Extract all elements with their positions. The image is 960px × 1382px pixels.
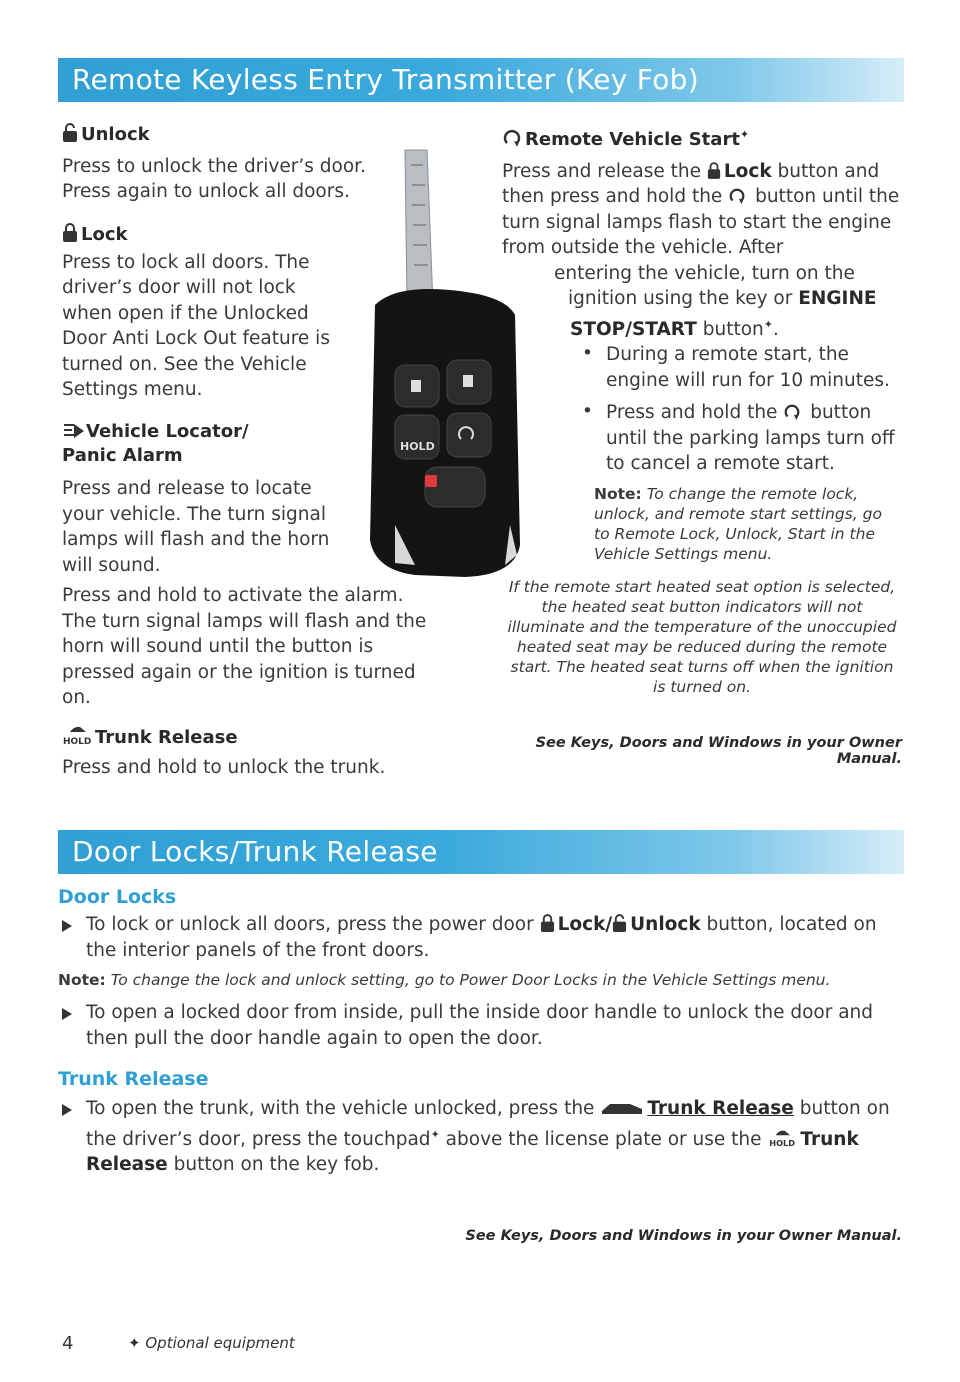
locator-heading-1: Vehicle Locator/ xyxy=(86,421,249,442)
see-manual-1: See Keys, Doors and Windows in your Owner Manual. xyxy=(535,735,902,767)
page-number: 4 xyxy=(62,1333,74,1354)
arrow-bullet-icon xyxy=(62,920,72,932)
trunk-release-heading: Trunk Release xyxy=(58,1068,209,1090)
remote-start-icon xyxy=(728,187,746,205)
item-text: above the license plate or use the xyxy=(445,1128,762,1150)
door-locks-item-2: To open a locked door from inside, pull the inside door handle to unlock the door and then pull the door handle again to open the door. xyxy=(86,1002,873,1049)
lock-icon xyxy=(707,162,721,180)
item-text: To lock or unlock all doors, press the power door xyxy=(86,914,534,935)
trunk-block xyxy=(62,724,442,780)
note-label: Note: xyxy=(58,971,106,989)
see-manual-2: See Keys, Doors and Windows in your Owner Manual. xyxy=(465,1228,902,1244)
bullet-2-text: button until the parking lamps turn off to cancel a remote start. xyxy=(606,402,895,474)
unlock-body: Press to unlock the driver’s door. Press again to unlock all doors. xyxy=(62,155,366,202)
locator-body-2: Press and hold to activate the alarm. The turn signal lamps will flash and the horn will sound until the button is pressed again or the ignition is turned on. xyxy=(62,585,427,708)
remote-start-text: button and then press and hold the xyxy=(502,160,880,207)
item-text: button, located on the interior panels of the front doors. xyxy=(86,914,877,961)
lock-label: Lock xyxy=(723,160,772,182)
remote-start-text: Press and release the xyxy=(502,160,701,182)
bullet-dot: • xyxy=(582,343,593,364)
optional-mark: ✦ xyxy=(739,128,750,141)
lock-body: Press to lock all doors. The driver’s door will not lock when open if the Unlocked Door Anti Lock Out feature is turned on. See the Vehicle Settings menu. xyxy=(62,251,330,400)
door-locks-item-1 xyxy=(86,912,906,963)
remote-start-text: button xyxy=(702,318,764,340)
remote-start-text: button until the turn signal lamps flash to start the engine from outside the vehicle. After xyxy=(502,186,900,258)
locator-body-1: Press and release to locate your vehicle. The turn signal lamps will flash and the horn will sound. xyxy=(62,478,330,576)
remote-note-2: If the remote start heated seat option is selected, the heated seat button indicators will not illuminate and the temperature of the unoccupied heated seat may be reduced during the remote start. The heated seat turns off when the ignition is turned on. xyxy=(507,578,897,696)
trunk-release-item xyxy=(86,1096,901,1178)
section-banner-doorlocks xyxy=(58,830,904,874)
svg-text:HOLD: HOLD xyxy=(63,737,92,746)
trunk-body: Press and hold to unlock the trunk. xyxy=(62,756,386,778)
bullet-2-text: Press and hold the xyxy=(606,402,778,423)
unlock-icon xyxy=(612,914,627,933)
trunk-release-label: Trunk Release xyxy=(647,1098,794,1119)
lock-icon xyxy=(62,223,78,243)
bullet-2 xyxy=(606,400,902,477)
bullet-1: During a remote start, the engine will run for 10 minutes. xyxy=(606,344,890,391)
unlock-heading: Unlock xyxy=(81,124,150,145)
door-locks-note xyxy=(58,970,908,990)
item-text: button on the driver’s door, press the touchpad xyxy=(86,1098,890,1150)
section-title: Door Locks/Trunk Release xyxy=(72,835,438,868)
optional-mark: ✦ xyxy=(128,1334,141,1352)
section-title: Remote Keyless Entry Transmitter (Key Fob) xyxy=(72,63,699,96)
item-text: To open the trunk, with the vehicle unlocked, press the xyxy=(86,1098,595,1119)
remote-start-text: entering the vehicle, turn on the xyxy=(554,262,855,284)
optional-mark: ✦ xyxy=(763,317,773,331)
lock-label: Lock/ xyxy=(557,914,613,935)
unlock-block xyxy=(62,122,382,205)
trunk-heading: Trunk Release xyxy=(95,727,238,748)
locator-icon xyxy=(62,422,86,440)
hold-trunk-icon xyxy=(62,724,92,746)
note-label: Note: xyxy=(594,485,642,503)
door-locks-heading: Door Locks xyxy=(58,886,177,908)
svg-text:HOLD: HOLD xyxy=(769,1137,796,1148)
note-text: To change the lock and unlock setting, go to Power Door Locks in the Vehicle Settings menu. xyxy=(110,971,831,989)
unlock-label: Unlock xyxy=(630,914,701,935)
unlock-icon xyxy=(62,123,78,143)
note-text: To change the remote lock, unlock, and remote start settings, go to Remote Lock, Unlock, Start in the Vehicle Settings menu. xyxy=(594,485,882,563)
locator-block xyxy=(62,420,332,578)
lock-heading: Lock xyxy=(81,224,128,245)
arrow-bullet-icon xyxy=(62,1008,72,1020)
remote-start-text: ignition using the key or xyxy=(568,288,793,309)
remote-start-icon xyxy=(502,128,522,148)
locator-heading-2: Panic Alarm xyxy=(62,445,183,466)
arrow-bullet-icon xyxy=(62,1104,72,1116)
bullet-dot: • xyxy=(582,401,593,422)
lock-icon xyxy=(540,914,555,933)
hold-trunk-icon xyxy=(767,1128,797,1148)
remote-start-icon xyxy=(783,403,801,421)
engine-label: ENGINE xyxy=(798,288,877,309)
optional-equipment-legend xyxy=(128,1334,295,1352)
stop-start-label: STOP/START xyxy=(570,318,697,340)
optional-mark: ✦ xyxy=(430,1127,440,1141)
remote-note-1 xyxy=(594,484,899,564)
remote-start-heading: Remote Vehicle Start xyxy=(525,129,740,150)
optional-label: Optional equipment xyxy=(145,1334,295,1352)
svg-text:HOLD: HOLD xyxy=(400,440,435,453)
lock-block xyxy=(62,222,334,403)
remote-start-block: Remote Vehicle Start✦ Press and release the Lock button and then press and hold the button until the turn signal lamps flash to start the engine from outside the vehicle. After entering the vehicle, turn on the ignition using the key or ENGINE STOP/START button✦. xyxy=(502,122,902,342)
item-text: button on the key fob. xyxy=(173,1154,380,1176)
section-banner-keyfob xyxy=(58,58,904,102)
trunk-release-label: Trunk Release xyxy=(86,1128,859,1176)
trunk-release-icon xyxy=(600,1101,644,1117)
